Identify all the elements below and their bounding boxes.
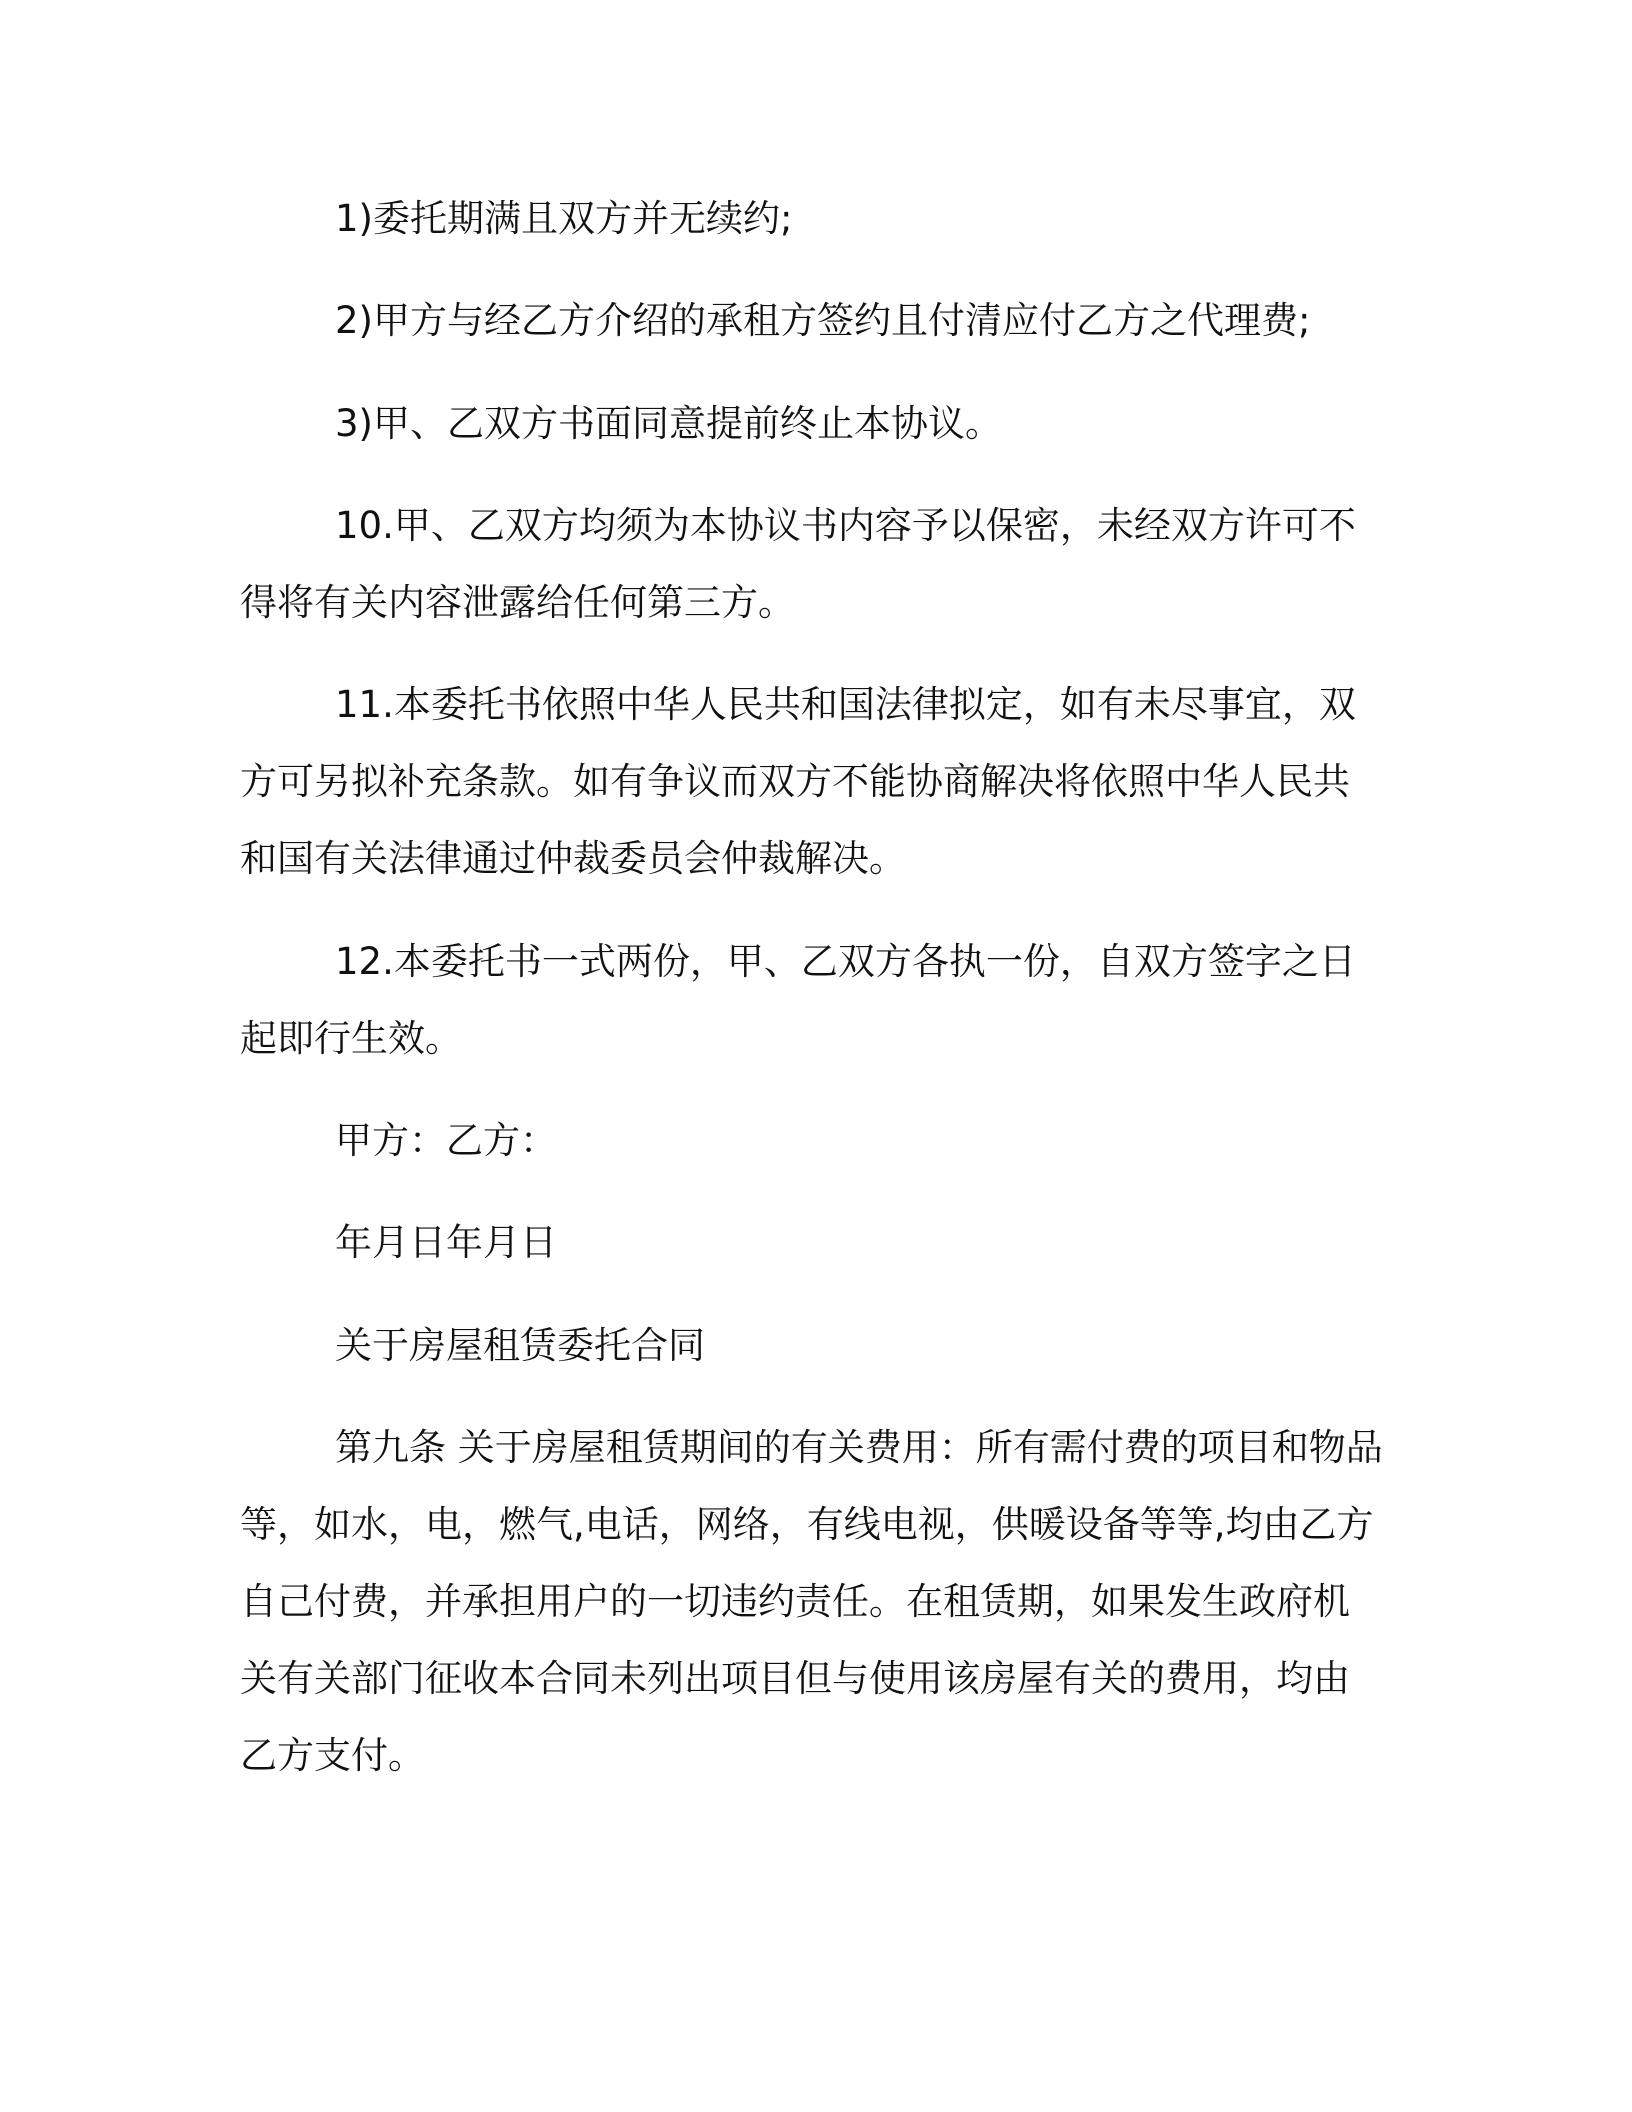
heading: 关于房屋租赁委托合同 xyxy=(335,1324,705,1367)
text-line: 等，如水，电，燃气,电话，网络，有线电视，供暖设备等等,均由乙方 xyxy=(240,1503,1374,1546)
text-line: 乙方支付。 xyxy=(240,1734,425,1777)
text-line: 甲方：乙方： xyxy=(335,1119,557,1162)
text-line: 2)甲方与经乙方介绍的承租方签约且付清应付乙方之代理费; xyxy=(335,299,1311,342)
text-line: 关有关部门征收本合同未列出项目但与使用该房屋有关的费用，均由 xyxy=(240,1657,1350,1700)
text-line: 1)委托期满且双方并无续约; xyxy=(335,197,793,240)
text-line: 12.本委托书一式两份，甲、乙双方各执一份，自双方签字之日 xyxy=(335,940,1356,983)
text-line: 和国有关法律通过仲裁委员会仲裁解决。 xyxy=(240,837,906,880)
text-line: 方可另拟补充条款。如有争议而双方不能协商解决将依照中华人民共 xyxy=(240,760,1350,803)
text-line: 自己付费，并承担用户的一切违约责任。在租赁期，如果发生政府机 xyxy=(240,1580,1350,1623)
text-line: 年月日年月日 xyxy=(335,1221,557,1264)
text-line: 起即行生效。 xyxy=(240,1017,462,1060)
text-line: 第九条 关于房屋租赁期间的有关费用：所有需付费的项目和物品 xyxy=(335,1426,1383,1469)
text-line: 得将有关内容泄露给任何第三方。 xyxy=(240,581,795,624)
text-line: 10.甲、乙双方均须为本协议书内容予以保密，未经双方许可不 xyxy=(335,504,1356,547)
text-line: 3)甲、乙双方书面同意提前终止本协议。 xyxy=(335,402,1002,445)
text-line: 11.本委托书依照中华人民共和国法律拟定，如有未尽事宜，双 xyxy=(335,683,1356,726)
